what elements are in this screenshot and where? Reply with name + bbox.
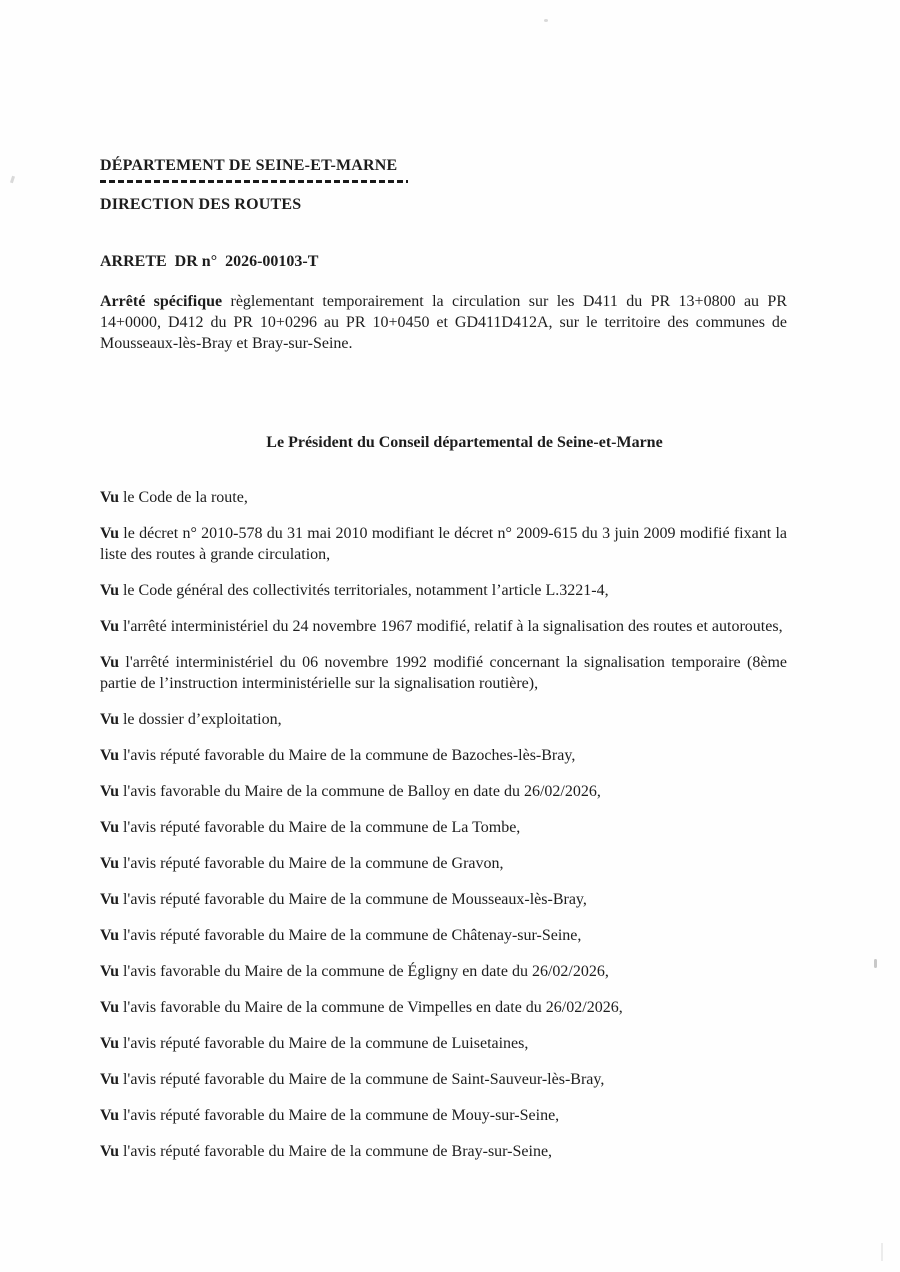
direction-title: DIRECTION DES ROUTES — [100, 196, 302, 213]
visa-prefix: Vu — [100, 999, 119, 1016]
visa-item — [100, 616, 787, 637]
scan-speck — [10, 176, 15, 184]
visa-item — [100, 961, 787, 982]
visa-text: l'avis réputé favorable du Maire de la commune de La Tombe, — [122, 819, 521, 836]
visa-text: l'arrêté interministériel du 24 novembre 1967 modifié, relatif à la signalisation des routes et autoroutes, — [122, 618, 783, 635]
visa-item — [100, 925, 787, 946]
visa-prefix: Vu — [100, 489, 119, 506]
document-content — [100, 0, 787, 1177]
visa-prefix: Vu — [100, 963, 119, 980]
scan-speck — [874, 959, 877, 968]
visa-prefix: Vu — [100, 783, 119, 800]
visa-prefix: Vu — [100, 654, 119, 671]
visa-item — [100, 580, 787, 601]
visa-text: l'avis réputé favorable du Maire de la commune de Châtenay-sur-Seine, — [122, 927, 582, 944]
visa-prefix: Vu — [100, 1035, 119, 1052]
visa-text: l'avis réputé favorable du Maire de la commune de Saint-Sauveur-lès-Bray, — [122, 1071, 605, 1088]
intro-lead: Arrêté spécifique — [100, 293, 223, 310]
visa-item — [100, 997, 787, 1018]
visa-prefix: Vu — [100, 582, 119, 599]
dashed-separator — [100, 180, 408, 183]
visa-text: l'avis réputé favorable du Maire de la commune de Mousseaux-lès-Bray, — [122, 891, 587, 908]
visa-text: l'avis réputé favorable du Maire de la commune de Gravon, — [122, 855, 504, 872]
visa-text: le décret n° 2010-578 du 31 mai 2010 modifiant le décret n° 2009-615 du 3 juin 2009 modifié fixant la liste des routes à grande circulation, — [100, 525, 787, 563]
visa-prefix: Vu — [100, 819, 119, 836]
visa-item — [100, 523, 787, 565]
visa-prefix: Vu — [100, 855, 119, 872]
visa-text: le Code général des collectivités territoriales, notamment l’article L.3221-4, — [122, 582, 609, 599]
arrete-reference: ARRETE DR n° 2026-00103-T — [100, 253, 319, 270]
intro-body: règlementant temporairement la circulation sur les D411 du PR 13+0800 au PR 14+0000, D412 du PR 10+0296 au PR 10+0450 et GD411D412A, sur le territoire des communes de Mousseaux-lès-Bray et Bray-sur-Seine. — [100, 293, 788, 352]
department-title: DÉPARTEMENT DE SEINE-ET-MARNE — [100, 157, 398, 174]
visa-text: l'avis favorable du Maire de la commune de Balloy en date du 26/02/2026, — [122, 783, 601, 800]
visa-prefix: Vu — [100, 927, 119, 944]
visa-text: le Code de la route, — [122, 489, 248, 506]
visa-item — [100, 1105, 787, 1126]
visa-text: l'avis favorable du Maire de la commune de Vimpelles en date du 26/02/2026, — [122, 999, 623, 1016]
intro-paragraph — [100, 291, 787, 354]
visa-prefix: Vu — [100, 618, 119, 635]
scan-speck — [881, 1243, 883, 1261]
visa-text: l'arrêté interministériel du 06 novembre 1992 modifié concernant la signalisation temporaire (8ème partie de l’instruction interministérielle sur la signalisation routière), — [100, 654, 788, 692]
visa-prefix: Vu — [100, 711, 119, 728]
visa-item — [100, 889, 787, 910]
visa-prefix: Vu — [100, 747, 119, 764]
visa-item — [100, 853, 787, 874]
visa-prefix: Vu — [100, 891, 119, 908]
visa-text: l'avis réputé favorable du Maire de la commune de Bazoches-lès-Bray, — [122, 747, 576, 764]
visa-item — [100, 1141, 787, 1162]
visa-item — [100, 745, 787, 766]
visa-item — [100, 709, 787, 730]
visa-text: l'avis réputé favorable du Maire de la commune de Mouy-sur-Seine, — [122, 1107, 560, 1124]
visa-item — [100, 781, 787, 802]
visa-item — [100, 1069, 787, 1090]
visa-prefix: Vu — [100, 1071, 119, 1088]
visa-prefix: Vu — [100, 525, 119, 542]
visa-item — [100, 817, 787, 838]
president-heading: Le Président du Conseil départemental de Seine-et-Marne — [266, 434, 663, 451]
visa-text: l'avis réputé favorable du Maire de la commune de Luisetaines, — [122, 1035, 529, 1052]
visa-text: l'avis réputé favorable du Maire de la commune de Bray-sur-Seine, — [122, 1143, 553, 1160]
visa-item — [100, 487, 787, 508]
visa-item — [100, 1033, 787, 1054]
visa-text: le dossier d’exploitation, — [122, 711, 282, 728]
visa-prefix: Vu — [100, 1143, 119, 1160]
visa-prefix: Vu — [100, 1107, 119, 1124]
visa-item — [100, 652, 787, 694]
visa-list — [100, 487, 787, 1162]
visa-text: l'avis favorable du Maire de la commune de Égligny en date du 26/02/2026, — [122, 963, 609, 980]
